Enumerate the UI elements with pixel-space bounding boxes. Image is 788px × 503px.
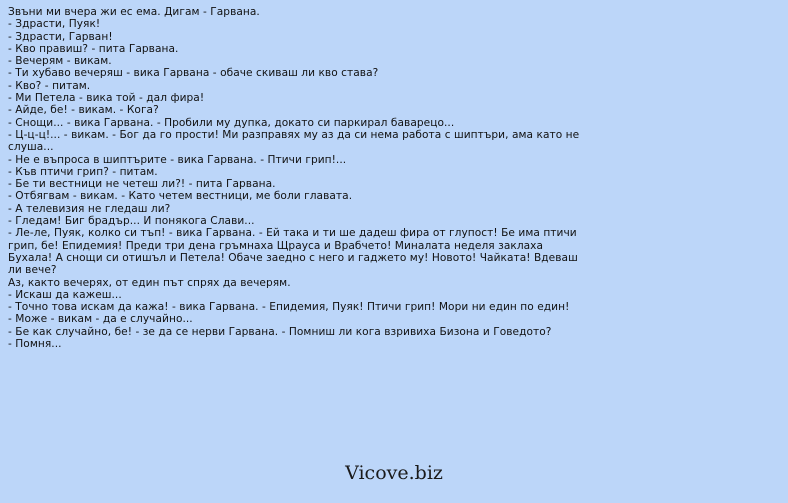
story-line: - Ле-ле, Пуяк, колко си тъп! - вика Гарвана. - Ей така и ти ше дадеш фира от глупост! Бе има птичи грип, бе! Епидемия! Преди три дена гръмнаха Щрауса и Врабчето! Миналата неделя заклаха Бухала! А снощи си отишъл и Петела! Обаче заедно с него и гаджето му! Новото! Чайката! Вдеваш ли вече? [8, 227, 578, 277]
story-line: - Здрасти, Пуяк! [8, 18, 101, 31]
story-line: - Гледам! Биг брадър... И понякога Слави... [8, 215, 255, 228]
story-line: - Вечерям - викам. [8, 55, 112, 68]
story-line: Звъни ми вчера жи ес ема. Дигам - Гарвана. [8, 6, 260, 18]
story-line: - Ми Петела - вика той - дал фира! [8, 92, 205, 105]
story-line: Аз, както вечерях, от един път спрях да вечерям. [8, 276, 291, 289]
story-line: - Ти хубаво вечеряш - вика Гарвана - обаче скиваш ли кво става? [8, 67, 379, 80]
story-line: - Отбягвам - викам. - Като четем вестници, ме боли главата. [8, 190, 353, 203]
story-line: - Точно това искам да кажа! - вика Гарвана. - Епидемия, Пуяк! Птичи грип! Мори ни един по един! [8, 301, 570, 314]
story-line: - А телевизия не гледаш ли? [8, 202, 171, 215]
story-text [8, 6, 590, 350]
story-line: - Искаш да кажеш... [8, 288, 122, 301]
story-line: - Айде, бе! - викам. - Кога? [8, 104, 159, 117]
story-line: - Може - викам - да е случайно... [8, 313, 193, 326]
site-watermark: Vicove.biz [345, 462, 443, 484]
story-line: - Помня... [8, 338, 62, 351]
story-line: - Кво правиш? - пита Гарвана. [8, 42, 179, 55]
story-line: - Ц-ц-ц!... - викам. - Бог да го прости! Ми разправях му аз да си нема работа с шиптъри, ама като не слуша... [8, 128, 580, 154]
story-line: - Снощи... - вика Гарвана. - Пробили му дупка, докато си паркирал баварецо... [8, 116, 455, 129]
story-line: - Бе как случайно, бе! - зе да се нерви Гарвана. - Помниш ли кога взривиха Бизона и Говедото? [8, 325, 552, 338]
story-line: - Бе ти вестници не четеш ли?! - пита Гарвана. [8, 178, 276, 191]
story-line: - Кво? - питам. [8, 79, 91, 92]
story-line: - Не е въпроса в шиптърите - вика Гарвана. - Птичи грип!... [8, 153, 347, 166]
story-line: - Здрасти, Гарван! [8, 30, 113, 43]
story-line: - Къв птичи грип? - питам. [8, 165, 158, 178]
